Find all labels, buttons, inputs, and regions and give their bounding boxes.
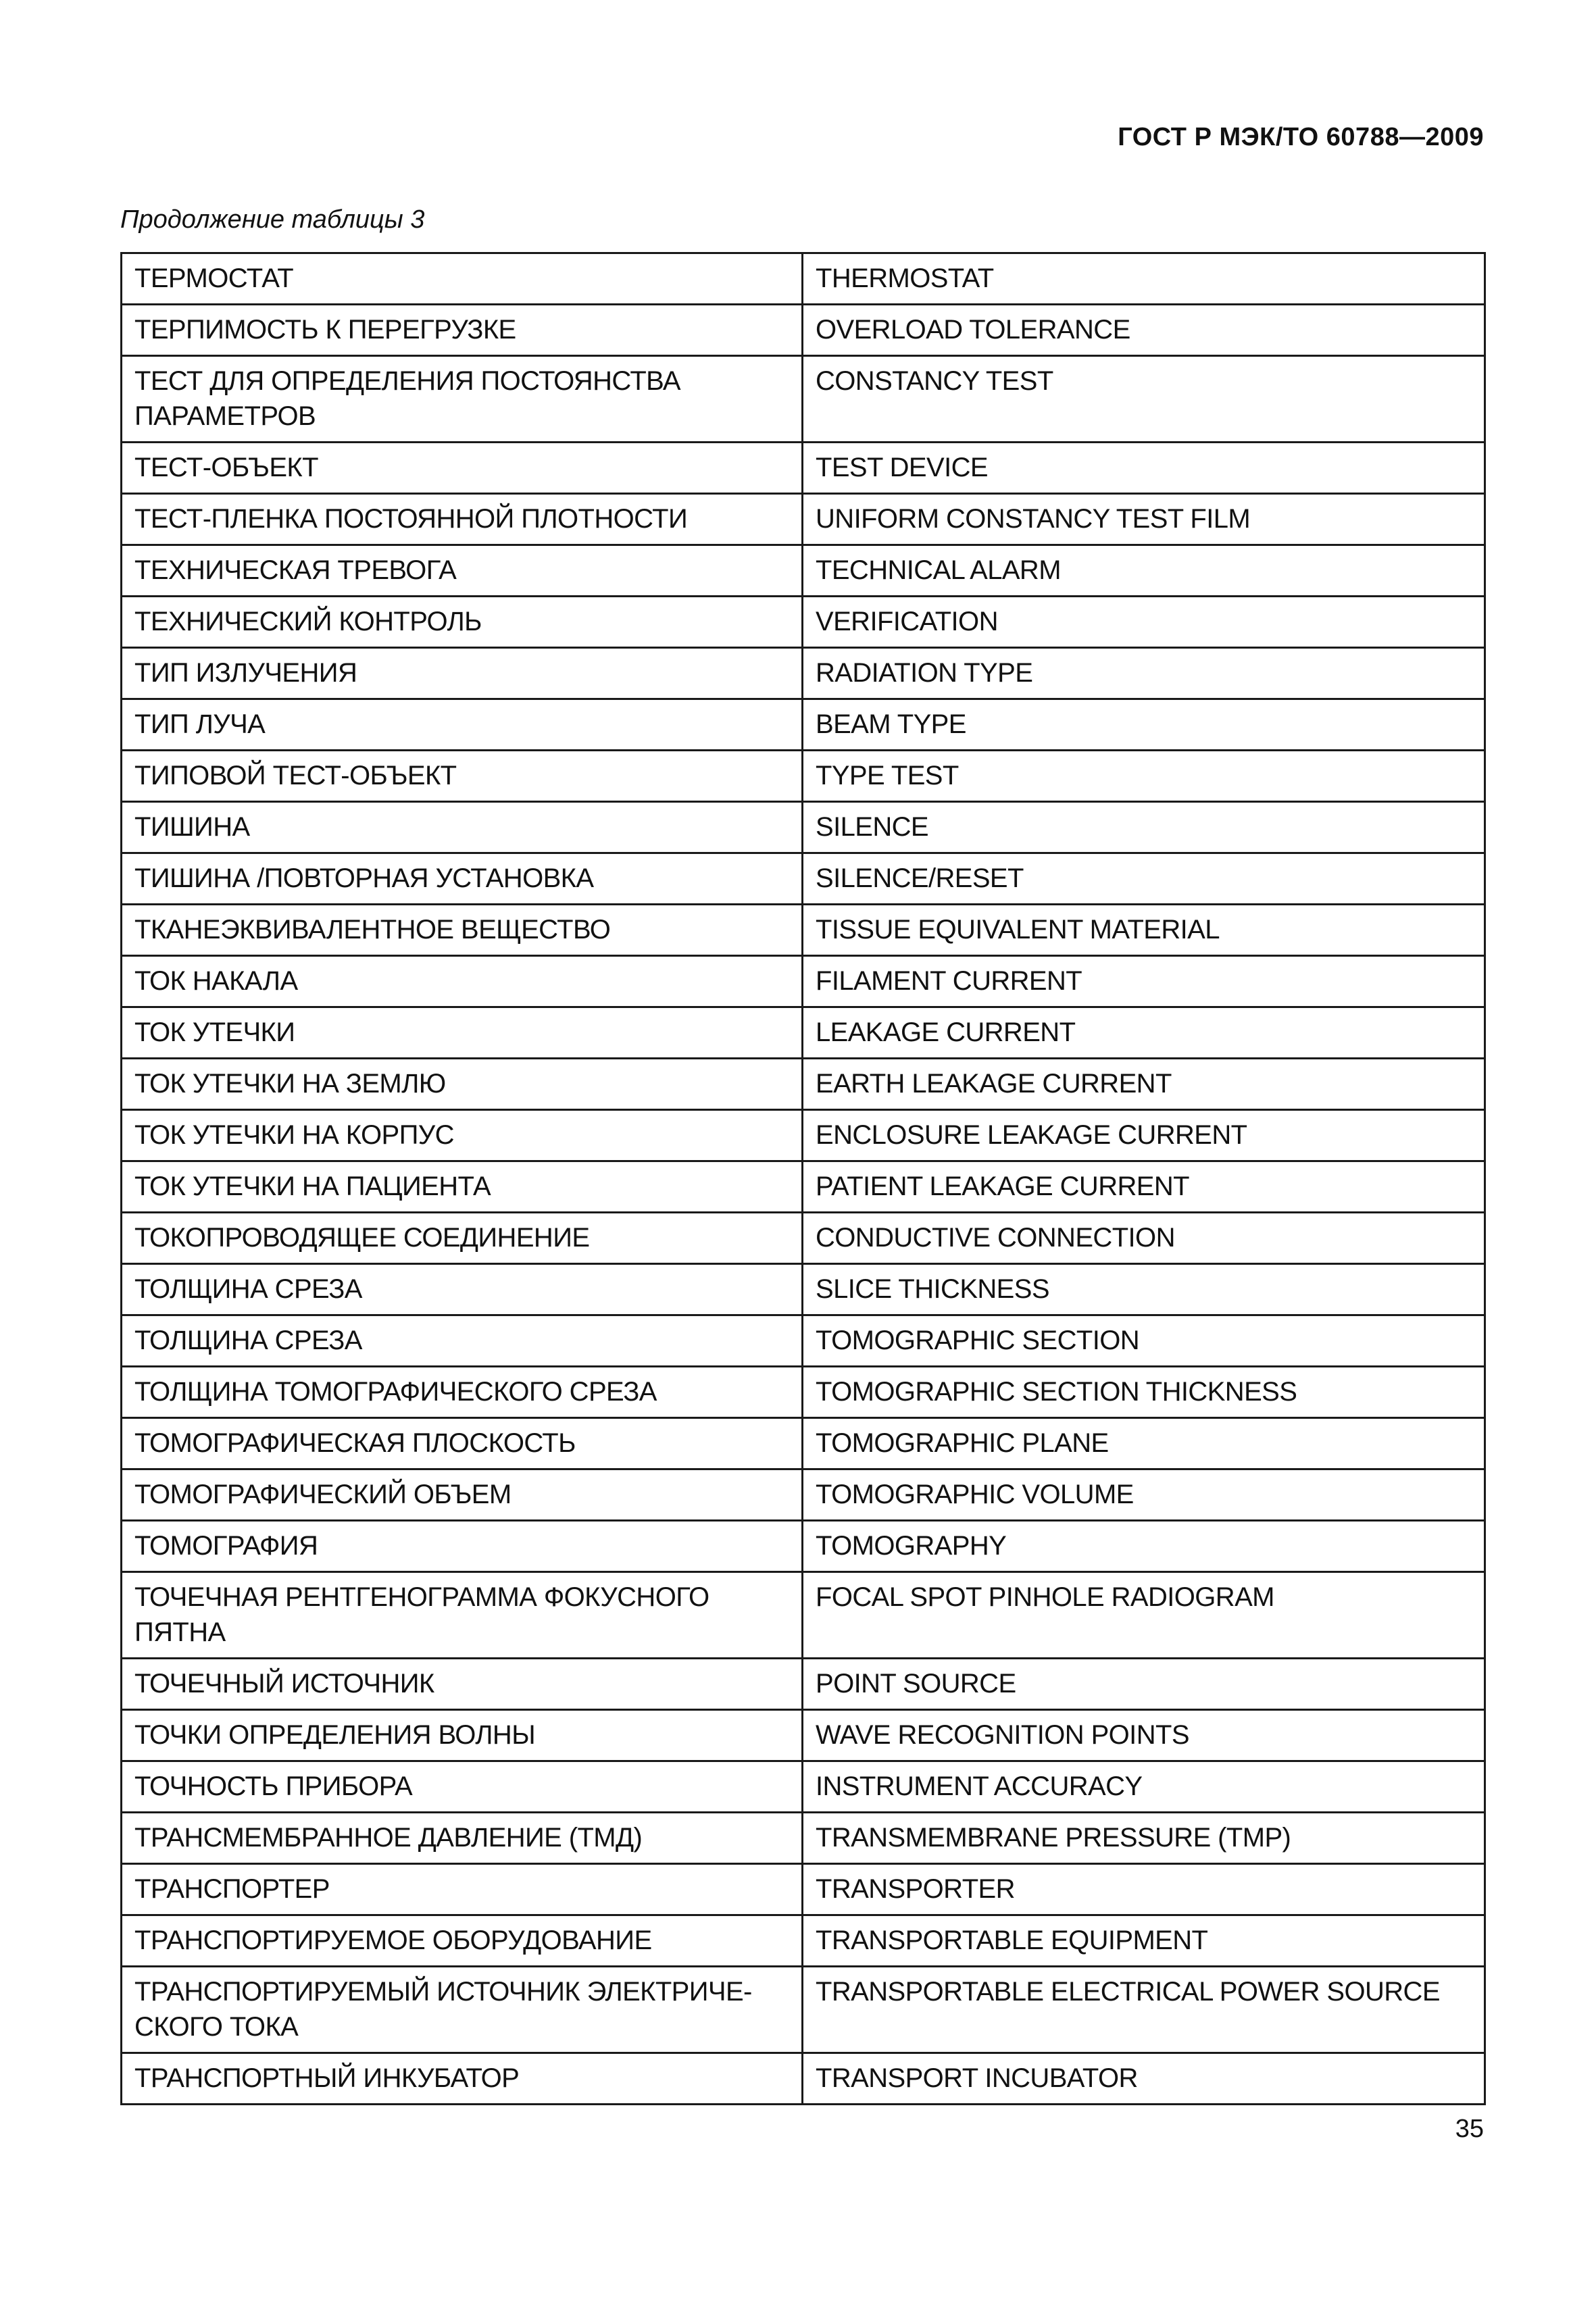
table-caption: Продолжение таблицы 3 <box>120 205 425 234</box>
term-english: PATIENT LEAKAGE CURRENT <box>803 1161 1485 1213</box>
term-russian: ТИП ЛУЧА <box>122 699 803 751</box>
table-row <box>122 1264 1485 1315</box>
table-row <box>122 1059 1485 1110</box>
page-number: 35 <box>1455 2115 1484 2143</box>
term-english: TRANSPORTER <box>803 1864 1485 1915</box>
table-row <box>122 1213 1485 1264</box>
term-russian: ТЕРМОСТАТ <box>122 253 803 305</box>
term-english: LEAKAGE CURRENT <box>803 1007 1485 1059</box>
table-row <box>122 494 1485 545</box>
document-header: ГОСТ Р МЭК/ТО 60788—2009 <box>1118 123 1484 151</box>
table-row <box>122 305 1485 356</box>
table-row <box>122 1367 1485 1418</box>
term-english: RADIATION TYPE <box>803 648 1485 699</box>
term-english: ENCLOSURE LEAKAGE CURRENT <box>803 1110 1485 1161</box>
term-russian: ТРАНСПОРТИРУЕМЫЙ ИСТОЧНИК ЭЛЕКТРИЧЕ-СКОГО ТОКА <box>122 1967 803 2053</box>
term-russian: ТРАНСПОРТЕР <box>122 1864 803 1915</box>
term-russian: ТРАНСПОРТИРУЕМОЕ ОБОРУДОВАНИЕ <box>122 1915 803 1967</box>
table-row <box>122 1315 1485 1367</box>
table-row <box>122 1572 1485 1659</box>
term-english: INSTRUMENT ACCURACY <box>803 1761 1485 1813</box>
term-russian: ТОЧКИ ОПРЕДЕЛЕНИЯ ВОЛНЫ <box>122 1710 803 1761</box>
term-english: TOMOGRAPHIC SECTION <box>803 1315 1485 1367</box>
term-russian: ТОЛЩИНА СРЕЗА <box>122 1315 803 1367</box>
term-russian: ТЕСТ-ОБЪЕКТ <box>122 443 803 494</box>
term-english: TRANSPORTABLE EQUIPMENT <box>803 1915 1485 1967</box>
term-russian: ТЕХНИЧЕСКИЙ КОНТРОЛЬ <box>122 597 803 648</box>
term-english: TRANSPORT INCUBATOR <box>803 2053 1485 2105</box>
term-english: CONSTANCY TEST <box>803 356 1485 443</box>
terms-table-body <box>122 253 1485 2105</box>
term-russian: ТИПОВОЙ ТЕСТ-ОБЪЕКТ <box>122 751 803 802</box>
term-english: POINT SOURCE <box>803 1659 1485 1710</box>
term-russian: ТРАНСМЕМБРАННОЕ ДАВЛЕНИЕ (ТМД) <box>122 1813 803 1864</box>
table-row <box>122 1813 1485 1864</box>
term-english: TYPE TEST <box>803 751 1485 802</box>
term-russian: ТОЧЕЧНАЯ РЕНТГЕНОГРАММА ФОКУСНОГО ПЯТНА <box>122 1572 803 1659</box>
term-english: FILAMENT CURRENT <box>803 956 1485 1007</box>
table-row <box>122 853 1485 905</box>
table-row <box>122 802 1485 853</box>
term-english: TOMOGRAPHY <box>803 1521 1485 1572</box>
term-english: EARTH LEAKAGE CURRENT <box>803 1059 1485 1110</box>
term-english: CONDUCTIVE CONNECTION <box>803 1213 1485 1264</box>
table-row <box>122 443 1485 494</box>
term-russian: ТОК УТЕЧКИ НА ЗЕМЛЮ <box>122 1059 803 1110</box>
term-english: BEAM TYPE <box>803 699 1485 751</box>
table-row <box>122 1967 1485 2053</box>
term-english: FOCAL SPOT PINHOLE RADIOGRAM <box>803 1572 1485 1659</box>
term-russian: ТОМОГРАФИЯ <box>122 1521 803 1572</box>
term-russian: ТОК УТЕЧКИ НА КОРПУС <box>122 1110 803 1161</box>
term-russian: ТОЛЩИНА СРЕЗА <box>122 1264 803 1315</box>
term-english: TEST DEVICE <box>803 443 1485 494</box>
table-row <box>122 1469 1485 1521</box>
term-english: VERIFICATION <box>803 597 1485 648</box>
term-russian: ТОЛЩИНА ТОМОГРАФИЧЕСКОГО СРЕЗА <box>122 1367 803 1418</box>
term-russian: ТИШИНА <box>122 802 803 853</box>
term-russian: ТКАНЕЭКВИВАЛЕНТНОЕ ВЕЩЕСТВО <box>122 905 803 956</box>
table-row <box>122 1864 1485 1915</box>
term-english: SLICE THICKNESS <box>803 1264 1485 1315</box>
term-russian: ТЕСТ ДЛЯ ОПРЕДЕЛЕНИЯ ПОСТОЯНСТВА ПАРАМЕТРОВ <box>122 356 803 443</box>
term-english: SILENCE <box>803 802 1485 853</box>
table-row <box>122 597 1485 648</box>
table-row <box>122 1710 1485 1761</box>
term-russian: ТОК НАКАЛА <box>122 956 803 1007</box>
table-row <box>122 956 1485 1007</box>
term-russian: ТРАНСПОРТНЫЙ ИНКУБАТОР <box>122 2053 803 2105</box>
table-row <box>122 1418 1485 1469</box>
term-english: THERMOSTAT <box>803 253 1485 305</box>
term-english: TISSUE EQUIVALENT MATERIAL <box>803 905 1485 956</box>
term-english: TRANSPORTABLE ELECTRICAL POWER SOURCE <box>803 1967 1485 2053</box>
term-english: TRANSMEMBRANE PRESSURE (TMP) <box>803 1813 1485 1864</box>
term-english: UNIFORM CONSTANCY TEST FILM <box>803 494 1485 545</box>
term-russian: ТЕСТ-ПЛЕНКА ПОСТОЯННОЙ ПЛОТНОСТИ <box>122 494 803 545</box>
term-english: WAVE RECOGNITION POINTS <box>803 1710 1485 1761</box>
table-row <box>122 1521 1485 1572</box>
table-row <box>122 1761 1485 1813</box>
table-row <box>122 253 1485 305</box>
term-english: OVERLOAD TOLERANCE <box>803 305 1485 356</box>
term-russian: ТОЧЕЧНЫЙ ИСТОЧНИК <box>122 1659 803 1710</box>
term-russian: ТОК УТЕЧКИ НА ПАЦИЕНТА <box>122 1161 803 1213</box>
terms-table <box>120 252 1486 2105</box>
table-row <box>122 1659 1485 1710</box>
term-english: TOMOGRAPHIC SECTION THICKNESS <box>803 1367 1485 1418</box>
table-row <box>122 2053 1485 2105</box>
table-row <box>122 1007 1485 1059</box>
table-row <box>122 1915 1485 1967</box>
table-row <box>122 356 1485 443</box>
term-russian: ТЕХНИЧЕСКАЯ ТРЕВОГА <box>122 545 803 597</box>
table-row <box>122 1110 1485 1161</box>
term-russian: ТИШИНА /ПОВТОРНАЯ УСТАНОВКА <box>122 853 803 905</box>
table-row <box>122 545 1485 597</box>
term-english: SILENCE/RESET <box>803 853 1485 905</box>
table-row <box>122 699 1485 751</box>
table-row <box>122 905 1485 956</box>
term-russian: ТИП ИЗЛУЧЕНИЯ <box>122 648 803 699</box>
term-russian: ТЕРПИМОСТЬ К ПЕРЕГРУЗКЕ <box>122 305 803 356</box>
term-russian: ТОМОГРАФИЧЕСКИЙ ОБЪЕМ <box>122 1469 803 1521</box>
term-russian: ТОМОГРАФИЧЕСКАЯ ПЛОСКОСТЬ <box>122 1418 803 1469</box>
term-english: TECHNICAL ALARM <box>803 545 1485 597</box>
table-row <box>122 1161 1485 1213</box>
term-russian: ТОК УТЕЧКИ <box>122 1007 803 1059</box>
table-row <box>122 751 1485 802</box>
term-russian: ТОЧНОСТЬ ПРИБОРА <box>122 1761 803 1813</box>
term-russian: ТОКОПРОВОДЯЩЕЕ СОЕДИНЕНИЕ <box>122 1213 803 1264</box>
term-english: TOMOGRAPHIC PLANE <box>803 1418 1485 1469</box>
table-row <box>122 648 1485 699</box>
term-english: TOMOGRAPHIC VOLUME <box>803 1469 1485 1521</box>
